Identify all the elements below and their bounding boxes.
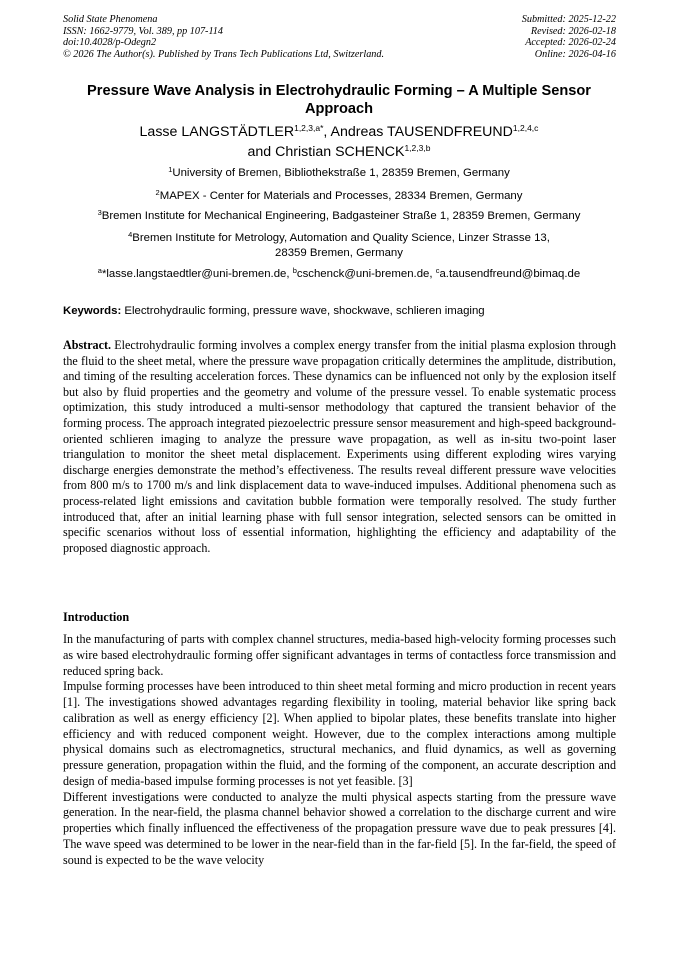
paragraph: In the manufacturing of parts with complex channel structures, media-based high-velocity forming processes such as wire based electrohydraulic forming offer significant advantages in terms of contactless force transmission and reduced spring back.: [63, 632, 616, 678]
email-marker: a: [97, 266, 102, 275]
author-name: Andreas TAUSENDFREUND: [330, 124, 513, 140]
paragraph: Impulse forming processes have been introduced to thin sheet metal forming and micro production in recent years [1]. The investigations showed advantages regarding flexibility in tooling, material behavior like spring back calibration as well as energy efficiency [2]. When applied to bipolar plates, these benefits translate into higher efficiency and with reduced component weight. However, due to the complex interactions among multiple physical domains such as electromagnetics, structural mechanics, and fluid dynamics, as well as governing pressure generation, propagation within the fluid, and the forming of the component, an accurate description and design of media-based impulse forming processes is not yet feasible. [3]: [63, 679, 616, 788]
abstract-label: Abstract.: [63, 338, 112, 352]
affiliation-1: [60, 166, 618, 181]
author-list: [60, 123, 618, 162]
author-affiliation-marker: 1,2,4,c: [512, 123, 539, 133]
affiliation-marker: 3: [97, 208, 102, 217]
author-affiliation-marker: 1,2,3,a*: [294, 123, 324, 133]
revised-date: Revised: 2026-02-18: [530, 25, 616, 37]
author-name: Lasse LANGSTÄDTLER: [139, 124, 295, 140]
email-address[interactable]: *lasse.langstaedtler@uni-bremen.de,: [101, 268, 293, 280]
affiliation-text: Bremen Institute for Mechanical Engineering, Badgasteiner Straße 1, 28359 Bremen, Germany: [101, 210, 581, 222]
abstract-text: Electrohydraulic forming involves a complex energy transfer from the initial plasma explosion through the fluid to the sheet metal, where the pressure wave propagation critically determines the amplitude, distribution, and timing of the resulting acceleration forces. These dynamics can be influenced not only by the explosion itself but also by fluid properties and the geometry and volume of the pressure vessel. To enable systematic process optimization, this study introduced a multi-sensor methodology that captured the transient behavior of the forming process. The approach integrated piezoelectric pressure sensor measurement and high-speed background-oriented schlieren imaging to analyze the pressure wave propagation, as well as in-situ two-point laser triangulation to monitor the sheet metal displacement. Experiments using different exploding wires varying discharge energies demonstrate the method’s effectiveness. The results reveal different pressure wave velocities from 800 m/s to 1700 m/s and link displacement data to wave-induced impulses. Additional phenomena such as process-related light emissions and cavitation bubble formation were temporally resolved. The study further introduced that, after an initial learning phase with full sensor integration, selected sensors can be omitted in specific scenarios without loss of essential information, highlighting the efficiency and adaptability of the proposed diagnostic approach.: [63, 338, 616, 555]
issn-line: ISSN: 1662-9779, Vol. 389, pp 107-114: [63, 25, 223, 37]
email-address[interactable]: a.tausendfreund@bimaq.de: [439, 268, 581, 280]
author-separator: ,: [323, 124, 331, 140]
affiliation-marker: 4: [128, 230, 133, 239]
affiliation-3: [60, 209, 618, 224]
journal-info: [63, 14, 384, 60]
author-separator: and: [247, 143, 276, 160]
affiliation-4: [60, 231, 618, 261]
paper-title: Pressure Wave Analysis in Electrohydraulic Forming – A Multiple Sensor Approach: [87, 83, 591, 117]
affiliation-2: [60, 189, 618, 204]
copyright-line: © 2026 The Author(s). Published by Trans Tech Publications Ltd, Switzerland.: [63, 48, 385, 60]
affiliation-text: Bremen Institute for Metrology, Automation and Quality Science, Linzer Strasse 13,: [132, 232, 550, 244]
journal-name: Solid State Phenomena: [63, 14, 158, 25]
keywords-text: Electrohydraulic forming, pressure wave, shockwave, schlieren imaging: [121, 305, 485, 317]
keywords-label: Keywords:: [63, 305, 122, 317]
affiliation-marker: 1: [168, 165, 173, 174]
email-marker: b: [292, 266, 297, 275]
accepted-date: Accepted: 2026-02-24: [525, 37, 616, 48]
submitted-date: Submitted: 2025-12-22: [521, 14, 616, 25]
section-heading-introduction: Introduction: [63, 610, 130, 624]
author-name: Christian SCHENCK: [275, 143, 405, 160]
affiliation-text-continued: 28359 Bremen, Germany: [275, 247, 403, 259]
online-date: Online: 2026-04-16: [534, 48, 616, 60]
author-emails: [60, 267, 618, 282]
introduction-body: [63, 632, 616, 868]
doi-line: doi:10.4028/p-Odegn2: [63, 37, 157, 48]
email-marker: c: [435, 266, 440, 275]
publication-dates: [522, 14, 616, 60]
keywords: [63, 304, 615, 319]
email-address[interactable]: cschenck@uni-bremen.de,: [296, 268, 436, 280]
paragraph: Different investigations were conducted to analyze the multi physical aspects starting from the pressure wave generation. In the near-field, the plasma channel behavior showed a correlation to the discharge current and wire properties which finally influenced the effectiveness of the propagation pressure wave due to peak pressures [4]. The wave speed was determined to be lower in the near-field than in the far-field [5]. In the far-field, the speed of sound is expected to be the wave velocity: [63, 789, 616, 867]
affiliation-marker: 2: [155, 188, 160, 197]
affiliation-text: University of Bremen, Bibliothekstraße 1, 28359 Bremen, Germany: [172, 167, 510, 179]
abstract: [63, 338, 616, 556]
affiliation-text: MAPEX - Center for Materials and Processes, 28334 Bremen, Germany: [159, 190, 523, 202]
author-affiliation-marker: 1,2,3,b: [404, 142, 431, 153]
